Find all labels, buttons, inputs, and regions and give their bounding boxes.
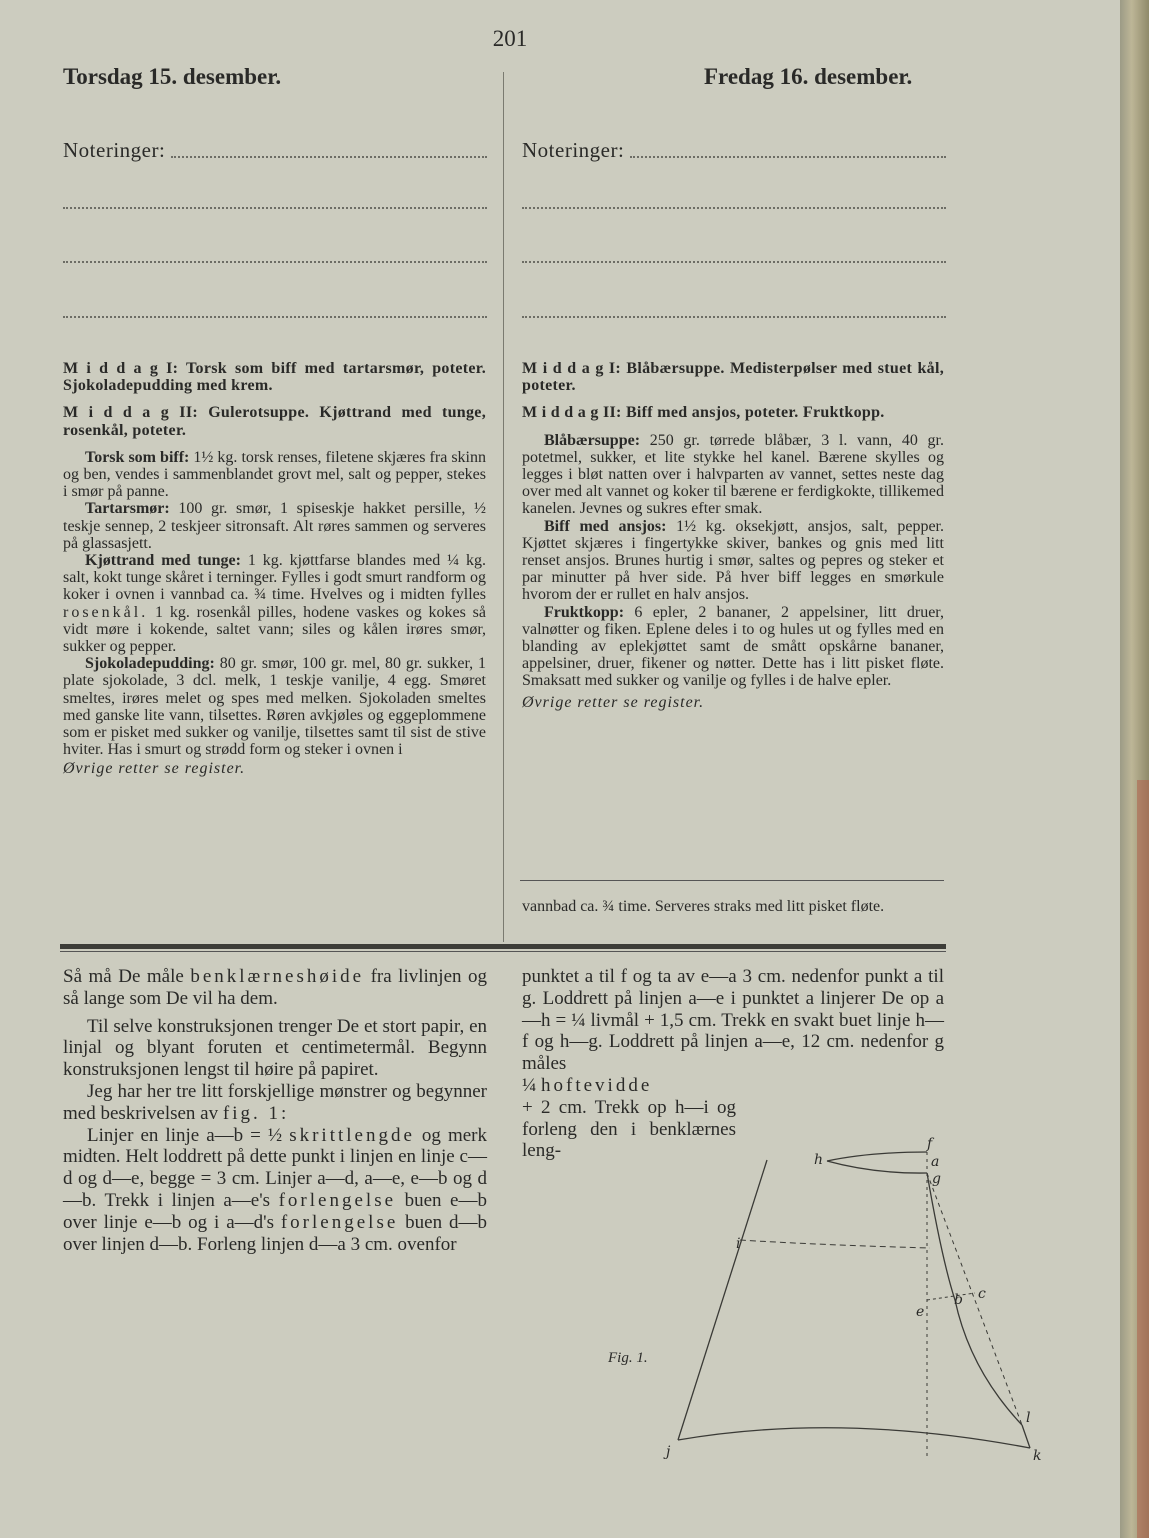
- section-rule-thin: [60, 951, 946, 952]
- hip-line: [740, 1240, 930, 1248]
- article-paragraph: [63, 966, 487, 1010]
- recipe-title: Tartarsmør:: [85, 500, 170, 518]
- notes-line: [63, 316, 487, 318]
- emphasis: skrittlengde: [289, 1124, 415, 1146]
- article-left: [63, 966, 487, 1255]
- notes-line: [522, 316, 946, 318]
- waist-curve: [827, 1152, 927, 1161]
- recipe-body: 6 epler, 2 bananer, 2 appelsiner, litt druer, valnøtter og fiken. Eplene deles i to og hules ut og fylles med en blanding av eplekjøttet samt de smått opskårne bananer, appelsiner, druer, fikener og nøtter. Dette has i litt pisket fløte. Smaksatt med sukker og vanilje og fylles i de halve epler.: [522, 603, 944, 690]
- recipe-emphasis: rosenkål.: [63, 603, 149, 621]
- recipe-title: Biff med ansjos:: [544, 517, 667, 535]
- recipe-body: 1 kg. rosenkål pilles, hodene vaskes og kokes så vidt møre i kokende, saltet vann; siles og kålen irøres smør, sukker og pepper.: [63, 603, 486, 656]
- recipe-body: 1½ kg. oksekjøtt, ansjos, salt, pepper. Kjøttet skjæres i fingertykke skiver, bankes og gnis med litt renset ansjos. Brunes hurtig i smør, saltes og pepres og steker et par minutter på hver side. På hver biff legges en smørkule hvorom der er rullet en halv ansjos.: [522, 517, 945, 604]
- recipe-torsk: [63, 449, 486, 501]
- recipe-blabaersuppe: [522, 432, 944, 518]
- continuation-rule: [520, 880, 944, 881]
- recipe-body: 250 gr. tørrede blåbær, 3 l. vann, 40 gr. potetmel, sukker, et lite stykke hel kanel. Bærene skylles og legges i bløt natten over i halvparten av vannet, settes neste dag over med alt vannet og koker til bærene er ferdigkokte, tillikemed kanelen. Jevnes og sukres efter smak.: [522, 431, 944, 518]
- article-paragraph: + 2 cm. Trekk op h—i og forleng den i benklærnes leng-: [522, 1096, 736, 1162]
- menu-dinner-2: [63, 404, 486, 438]
- recipe-tartarsmor: [63, 500, 486, 552]
- point-h-label: h: [814, 1152, 824, 1168]
- recipes-left: [63, 360, 486, 778]
- recipe-body: 100 gr. smør, 1 spiseskje hakket persille, ½ teskje sennep, 2 teskjeer sitronsaft. Alt røres sammen og serveres på glassasjett.: [63, 500, 486, 552]
- notes-label: Noteringer:: [522, 138, 625, 162]
- crotch-line: [927, 1293, 975, 1300]
- hem-curve: [678, 1428, 1030, 1448]
- text: Så må De måle: [63, 966, 191, 987]
- text: Linjer en linje a—b = ½: [87, 1124, 290, 1146]
- article-paragraph: [63, 1125, 487, 1256]
- notes-right: [522, 138, 946, 318]
- notes-line: [63, 207, 487, 209]
- text: buen d—b over linjen d—b. Forleng linjen d—a 3 cm. ovenfor: [63, 1211, 487, 1255]
- menu-text: Blåbærsuppe. Medisterpølser med stuet kål, poteter.: [522, 360, 944, 395]
- pattern-labels: [607, 1136, 1041, 1464]
- recipe-title: Kjøttrand med tunge:: [85, 552, 241, 570]
- emphasis: forlengelse: [278, 1189, 397, 1211]
- point-b-label: b: [954, 1292, 963, 1308]
- section-rule: [60, 944, 946, 949]
- point-f-label: f: [927, 1136, 933, 1152]
- article-paragraph: punktet a til f og ta av e—a 3 cm. nedenfor punkt a til g. Loddrett på linjen a—e i punktet a linjerer De op a—h = ¼ livmål + 1,5 cm. Trekk en svakt buet linje h—f og h—g. Loddrett på linjen a—e, 12 cm. nedenfor g måles: [522, 966, 944, 1075]
- text: fra livlinjen og så lange som De vil ha dem.: [63, 966, 487, 1009]
- book-edge: [1137, 780, 1149, 1538]
- point-g-label: g: [932, 1171, 941, 1187]
- recipe-title: Torsk som biff:: [85, 448, 190, 466]
- notes-line: [630, 156, 946, 158]
- recipe-body: 1½ kg. torsk renses, filetene skjæres fra skinn og ben, vendes i sammenblandet grovt mel, salt og pepper, stekes i smør på panne.: [63, 448, 486, 501]
- recipe-title: Sjokoladepudding:: [85, 655, 215, 673]
- page-number: 201: [492, 26, 528, 51]
- waist-curve-lower: [827, 1161, 927, 1173]
- emphasis: hoftevidde: [541, 1074, 653, 1096]
- day-heading-right: Fredag 16. desember.: [704, 64, 913, 89]
- text: buen e—b over linje e—b og i a—d's: [63, 1189, 487, 1233]
- emphasis: benklærneshøide: [190, 966, 365, 987]
- menu-label: M i d d a g I:: [522, 360, 622, 377]
- notes-line: [63, 261, 487, 263]
- text: ¼: [522, 1074, 541, 1096]
- point-a-label: a: [931, 1154, 940, 1170]
- menu-label: M i d d a g II:: [522, 404, 622, 422]
- recipe-kjottrand: [63, 552, 486, 655]
- point-c-label: c: [978, 1286, 986, 1302]
- column-divider: [503, 72, 504, 942]
- menu-text: Gulerotsuppe. Kjøttrand med tunge, rosenkål, poteter.: [63, 404, 487, 439]
- notes-label: Noteringer:: [63, 138, 166, 162]
- notes-line: [522, 261, 946, 263]
- register-note: Øvrige retter se register.: [522, 693, 705, 711]
- inseam-guide: [927, 1173, 1022, 1425]
- notes-left: [63, 138, 487, 318]
- text: og merk midten. Helt loddrett på dette punkt i linjen en linje c—d og d—e, begge = 3 cm. Linjer a—d, a—e, e—b og d—b. Trekk i linjen a—e's: [63, 1124, 487, 1211]
- menu-text: Torsk som biff med tartarsmør, poteter. Sjokoladepudding med krem.: [63, 360, 486, 395]
- point-k-label: k: [1033, 1448, 1042, 1464]
- point-e-label: e: [916, 1304, 925, 1320]
- recipe-body: 80 gr. smør, 100 gr. mel, 80 gr. sukker, 1 plate sjokolade, 3 dcl. melk, 1 teskje vanilje, 4 egg. Smøret smeltes, irøres melet og spes med melken. Sjokoladen smeltes med ganske lite vann, tilsettes. Røren avkjøles og eggeplommene som er pisket med sukker og vanilje, tilsettes samt til sist de stive hviter. Has i smurt og strødd form og steker i ovnen i: [63, 655, 486, 759]
- pattern-figure: [590, 1130, 1060, 1475]
- recipe-title: Fruktkopp:: [544, 603, 625, 621]
- emphasis: fig. 1:: [222, 1102, 290, 1124]
- recipes-right: [522, 360, 944, 711]
- recipe-title: Blåbærsuppe:: [544, 431, 641, 449]
- figure-label: Fig. 1.: [608, 1350, 648, 1366]
- menu-text: Biff med ansjos, poteter. Fruktkopp.: [625, 404, 885, 422]
- article-paragraph: [522, 1075, 742, 1097]
- point-j-label: j: [666, 1444, 671, 1460]
- recipe-body: 1 kg. kjøttfarse blandes med ¼ kg. salt, kokt tunge skåret i terninger. Fylles i godt smurt randform og koker i ovnen i vannbad ca. ¾ time. Hvelves og i midten fylles: [63, 552, 487, 604]
- article-paragraph: [63, 1081, 487, 1125]
- menu-dinner-2: [522, 404, 944, 421]
- notes-line: [171, 156, 487, 158]
- continuation-text: vannbad ca. ¾ time. Serveres straks med litt pisket fløte.: [522, 898, 885, 915]
- outer-leg-line: [678, 1160, 767, 1440]
- point-l-label: l: [1026, 1410, 1031, 1426]
- day-heading-left: Torsdag 15. desember.: [63, 64, 282, 89]
- recipe-sjokoladepudding: [63, 655, 486, 758]
- menu-dinner-1: [63, 360, 486, 394]
- menu-label: M i d d a g I:: [63, 360, 179, 377]
- text: Jeg har her tre litt forskjellige mønstrer og begynner med beskrivelsen av: [63, 1080, 487, 1124]
- menu-dinner-1: [522, 360, 944, 394]
- point-i-label: i: [736, 1236, 741, 1252]
- notes-line: [522, 207, 946, 209]
- menu-label: M i d d a g II:: [63, 404, 198, 422]
- emphasis: forlengelse: [280, 1211, 399, 1233]
- recipe-biff-ansjos: [522, 518, 944, 604]
- hem-side: [1022, 1425, 1030, 1448]
- register-note: Øvrige retter se register.: [63, 760, 246, 778]
- recipe-fruktkopp: [522, 604, 944, 690]
- article-paragraph: Til selve konstruksjonen trenger De et stort papir, en linjal og blyant foruten et centimetermål. Begynn konstruksjonen lengst til høire på papiret.: [63, 1015, 487, 1081]
